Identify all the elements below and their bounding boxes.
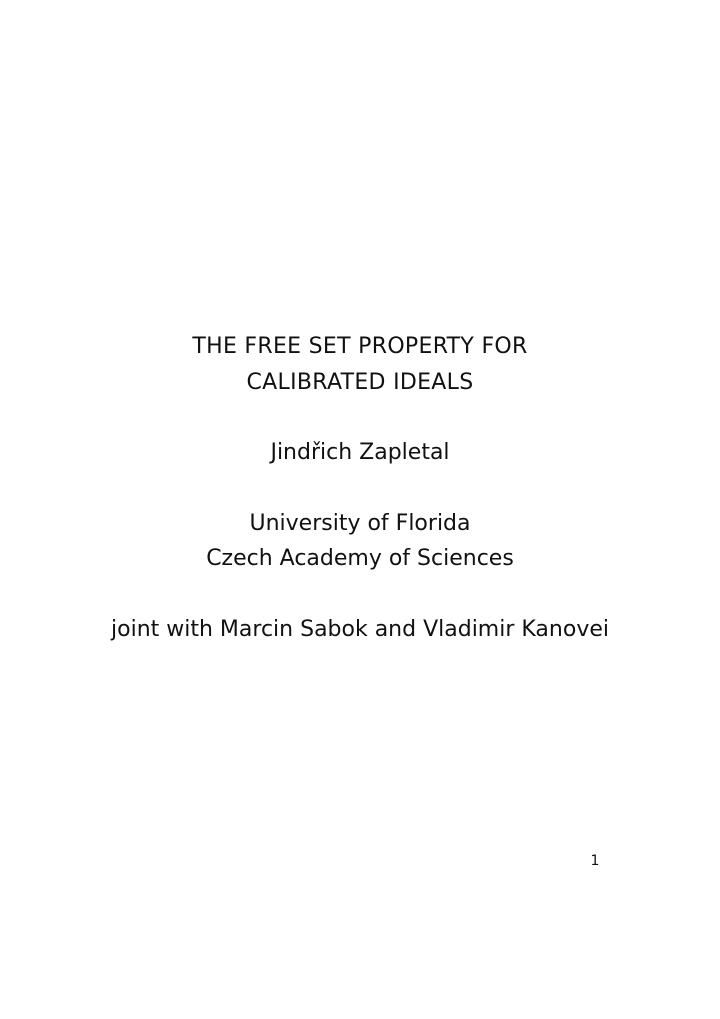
affiliation-1: University of Florida	[249, 511, 471, 536]
slide-title-line-1: THE FREE SET PROPERTY FOR	[192, 334, 528, 359]
collaborators-line: joint with Marcin Sabok and Vladimir Kanovei	[111, 617, 609, 642]
author-name: Jindřich Zapletal	[270, 440, 450, 465]
affiliation-2: Czech Academy of Sciences	[206, 546, 514, 571]
page-number: 1	[590, 853, 600, 869]
slide-title-line-2: CALIBRATED IDEALS	[246, 370, 474, 395]
